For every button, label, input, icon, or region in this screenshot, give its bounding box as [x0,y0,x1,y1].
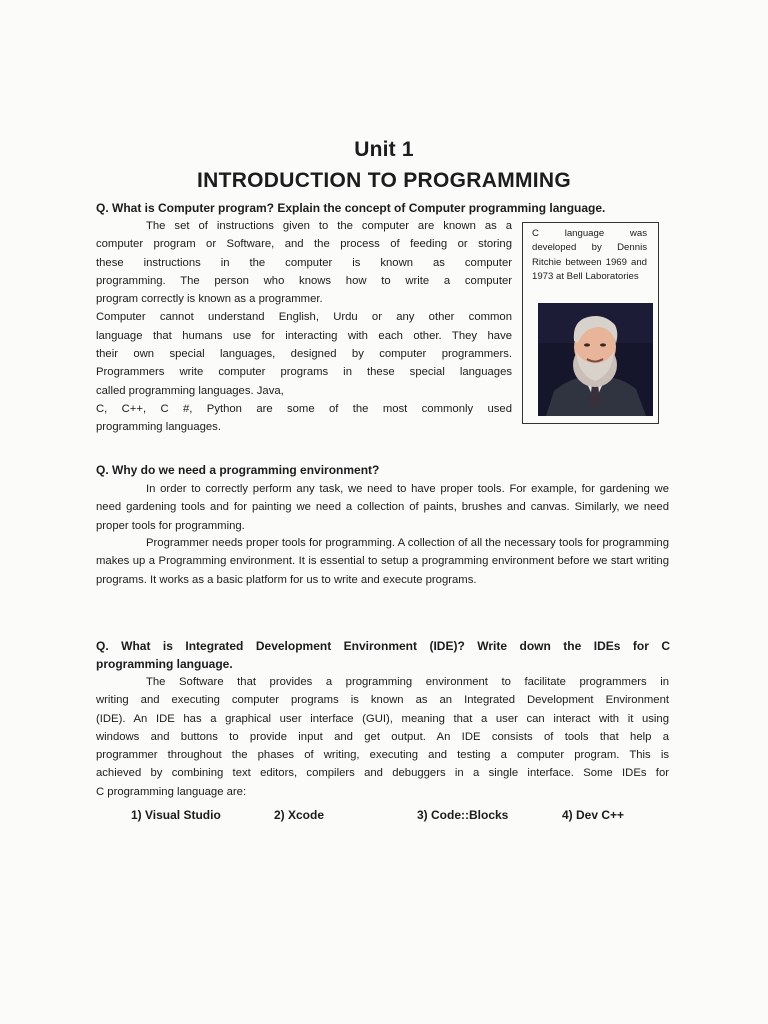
answer-line: language that humans use for interacting with each other. They have [96,329,512,342]
page-title: INTRODUCTION TO PROGRAMMING [196,169,572,192]
answer-line: (IDE). An IDE has a graphical user interface (GUI), meaning that a user can interact with it using [96,712,669,725]
question-ide-line-1: Q. What is Integrated Development Environment (IDE)? Write down the IDEs for C [96,639,670,653]
answer-line: C, C++, C #, Python are some of the most commonly used [96,402,512,415]
sidebox-caption: C language was developed by Dennis Ritchie between 1969 and 1973 at Bell Laboratories [532,228,647,283]
answer-line: The set of instructions given to the computer are known as a [146,220,512,232]
answer-line: windows and buttons to provide input and get output. An IDE consists of tools that help a [96,730,669,743]
answer-line: programming. The person who knows how to write a computer [96,274,512,287]
answer-line: achieved by combining text editors, compilers and debuggers in a single interface. Some IDEs for [96,767,669,780]
unit-heading: Unit 1 [354,138,414,161]
answer-computer-program [96,217,512,437]
portrait-illustration [538,303,653,416]
answer-line: their own special languages, designed by computer programmers. [96,348,512,361]
ide-item-visual-studio: 1) Visual Studio [131,808,221,822]
question-programming-environment: Q. Why do we need a programming environment? [96,463,380,477]
answer-line: programmer throughout the phases of writing, executing and testing a computer program. This is [96,749,669,762]
answer-line: these instructions in the computer is known as computer [96,256,512,269]
ide-item-xcode: 2) Xcode [274,808,325,822]
answer-line: C programming language are: [96,785,247,798]
question-ide-line-2: programming language. [96,657,233,671]
ide-item-codeblocks: 3) Code::Blocks [417,808,509,822]
question-computer-program: Q. What is Computer program? Explain the concept of Computer programming language. [96,201,606,215]
answer-line: computer program or Software, and the process of feeding or storing [96,238,512,251]
dennis-ritchie-photo [538,303,653,416]
ide-item-devcpp: 4) Dev C++ [562,808,625,822]
answer-ide [96,673,669,801]
answer-line: programming languages. [96,421,221,434]
info-sidebox [522,222,659,424]
answer-line: Programmers write computer programs in these special languages [96,366,512,379]
answer-line: The Software that provides a programming environment to facilitate programmers in [146,676,669,688]
answer-line: called programming languages. Java, [96,384,284,397]
answer-environment-paragraph-2: Programmer needs proper tools for programming. A collection of all the necessary tools for programming makes up a Programming environment. It is essential to setup a programming environment before we start writing programs. It works as a basic platform for us to write and execute programs. [96,537,669,586]
answer-line: writing and executing computer programs is known as an Integrated Development Environment [96,694,669,707]
answer-line: program correctly is known as a programmer. [96,293,323,306]
answer-environment-paragraph-1: In order to correctly perform any task, we need to have proper tools. For example, for gardening we need gardening tools and for painting we need a collection of paints, brushes and canvas. Similarly, we need proper tools for programming. [96,483,669,532]
answer-line: Computer cannot understand English, Urdu or any other common [96,311,512,324]
